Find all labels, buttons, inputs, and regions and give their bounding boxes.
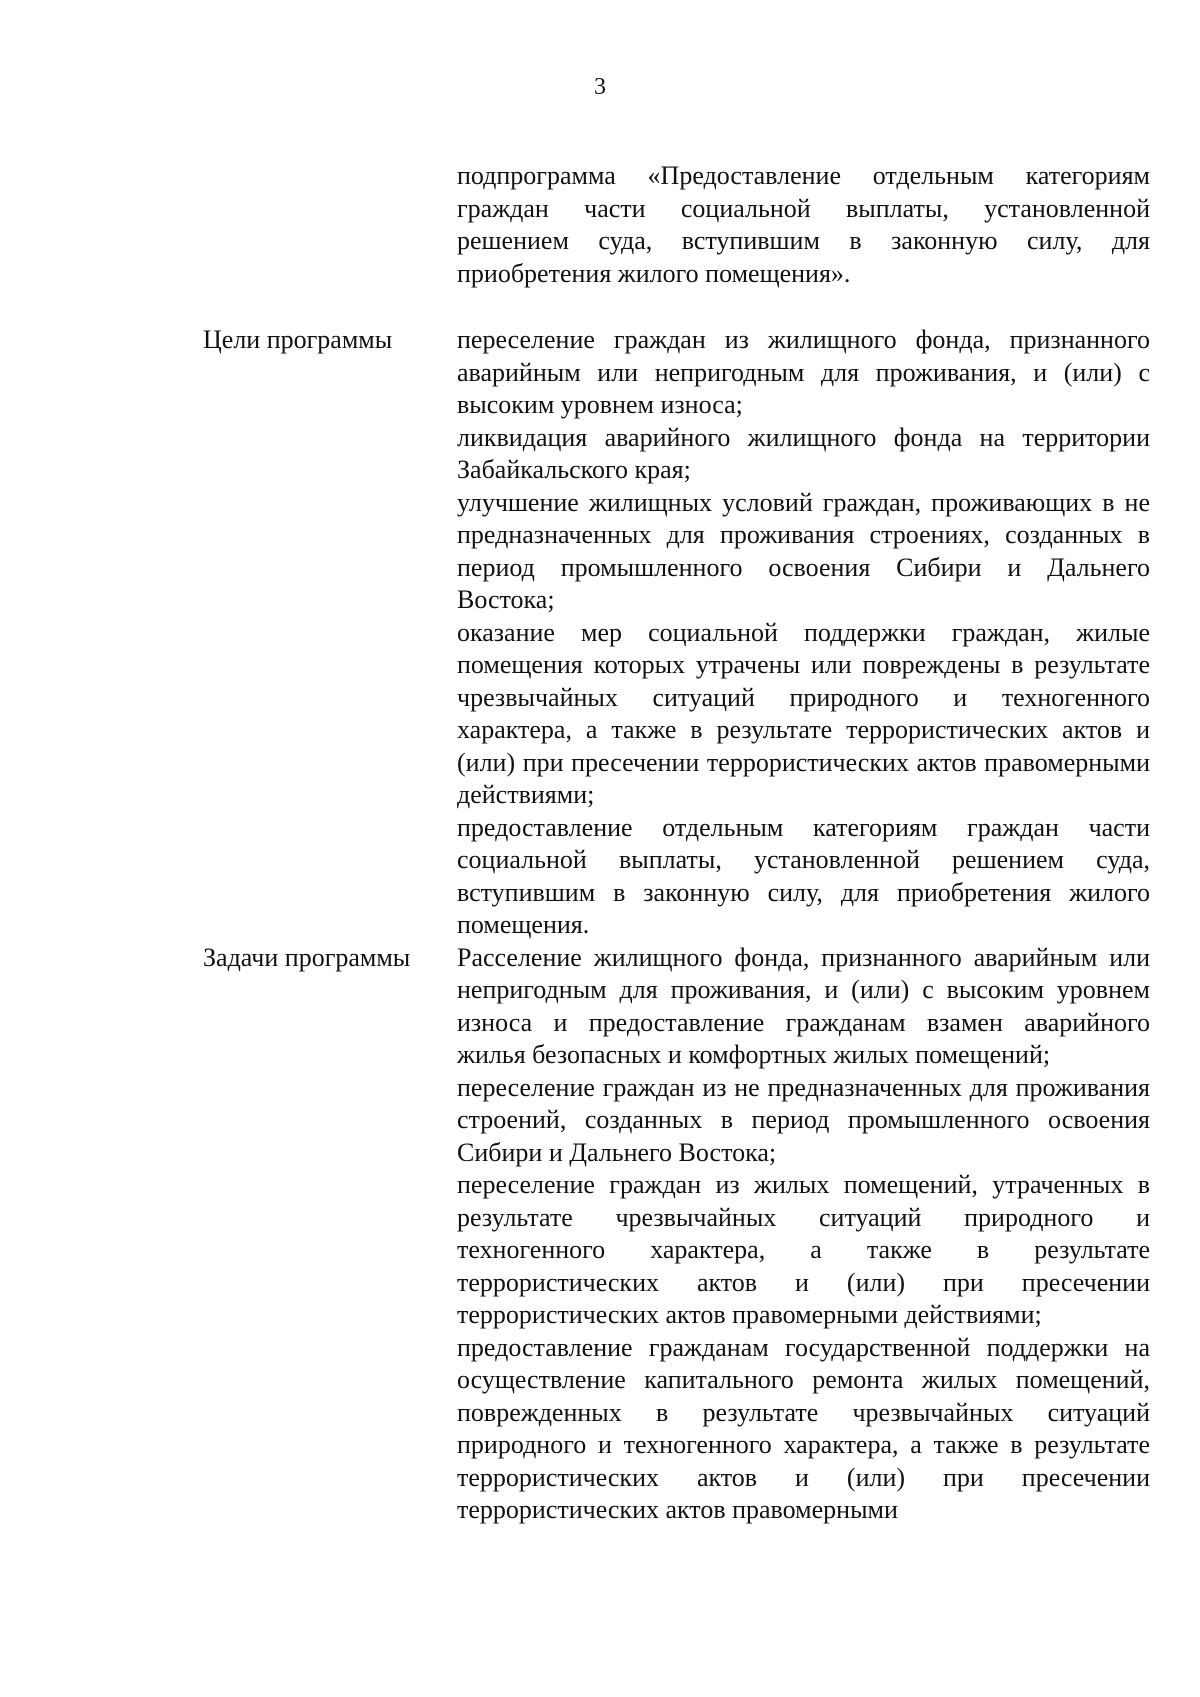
tasks-row bbox=[0, 942, 1200, 1527]
tasks-body bbox=[457, 942, 1150, 1527]
goals-row bbox=[0, 324, 1200, 942]
tasks-paragraph: предоставление гражданам государственной поддержки на осуществление капитального ремонта жилых помещений, поврежденных в результате чрезвычайных ситуаций природного и техногенного характера, а также в результате террористических актов и (или) при пресечении террористических актов правомерными bbox=[457, 1332, 1150, 1524]
tasks-label: Задачи программы bbox=[203, 942, 411, 972]
tasks-paragraph: переселение граждан из не предназначенных для проживания строений, созданных в период промышленного освоения Сибири и Дальнего Востока; bbox=[457, 1072, 1150, 1167]
goals-label: Цели программы bbox=[203, 325, 393, 354]
goals-body bbox=[457, 324, 1150, 942]
goals-paragraph: переселение граждан из жилищного фонда, признанного аварийным или непригодным для проживания, и (или) с высоким уровнем износа; bbox=[457, 325, 1150, 419]
intro-body bbox=[457, 160, 1150, 290]
tasks-paragraph: переселение граждан из жилых помещений, утраченных в результате чрезвычайных ситуаций природного и техногенного характера, а также в результате террористических актов и (или) при пресечении террористических актов правомерными действиями; bbox=[457, 1170, 1150, 1329]
tasks-paragraph: Расселение жилищного фонда, признанного аварийным или непригодным для проживания, и (или) с высоким уровнем износа и предоставление гражданам взамен аварийного жилья безопасных и комфортных жилых помещений; bbox=[457, 942, 1150, 1069]
passport-table bbox=[0, 160, 1200, 1527]
goals-paragraph: оказание мер социальной поддержки граждан, жилые помещения которых утрачены или повреждены в результате чрезвычайных ситуаций природного и техногенного характера, а также в результате террористических актов и (или) при пресечении террористических актов правомерными действиями; bbox=[457, 617, 1150, 809]
row-spacer bbox=[0, 290, 1200, 324]
goals-paragraph: предоставление отдельным категориям граждан части социальной выплаты, установленной решением суда, вступившим в законную силу, для приобретения жилого помещения. bbox=[457, 812, 1150, 939]
goals-paragraph: улучшение жилищных условий граждан, проживающих в не предназначенных для проживания строениях, созданных в период промышленного освоения Сибири и Дальнего Востока; bbox=[457, 487, 1150, 614]
goals-paragraph: ликвидация аварийного жилищного фонда на территории Забайкальского края; bbox=[457, 422, 1150, 484]
intro-row bbox=[0, 160, 1200, 290]
page-number: 3 bbox=[594, 74, 606, 100]
intro-paragraph: подпрограмма «Предоставление отдельным категориям граждан части социальной выплаты, установленной решением суда, вступившим в законную силу, для приобретения жилого помещения». bbox=[457, 161, 1150, 288]
